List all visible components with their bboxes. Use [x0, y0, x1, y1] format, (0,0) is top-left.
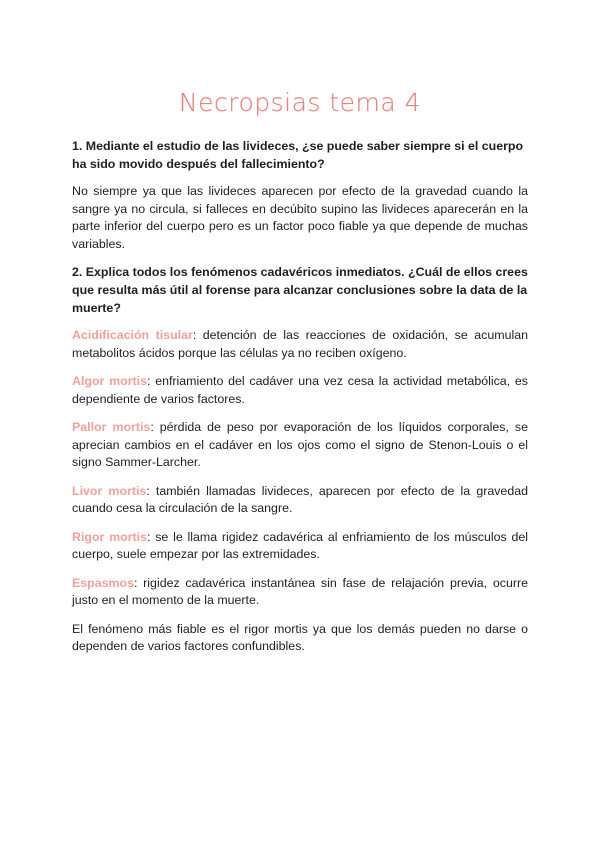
list-item	[72, 529, 528, 564]
term-livor-mortis: Livor mortis	[72, 483, 147, 498]
definition-text: : enfriamiento del cadáver una vez cesa la actividad metabólica, es dependiente de varios factores.	[72, 374, 528, 406]
list-item	[72, 575, 528, 610]
definition-text: : detención de las reacciones de oxidación, se acumulan metabolitos ácidos porque las células ya no reciben oxígeno.	[72, 328, 528, 360]
term-algor-mortis: Algor mortis	[72, 374, 147, 388]
conclusion: El fenómeno más fiable es el rigor mortis ya que los demás pueden no darse o dependen de varios factores confundibles.	[72, 621, 528, 653]
list-item	[72, 483, 528, 518]
list-item	[72, 373, 528, 408]
page-title: Necropsias tema 4	[178, 88, 422, 117]
list-item	[72, 327, 528, 362]
definition-text: : se le llama rigidez cadavérica al enfriamiento de los músculos del cuerpo, suele empezar por las extremidades.	[72, 529, 528, 561]
answer-1: No siempre ya que las livideces aparecen por efecto de la gravedad cuando la sangre ya no circula, si falleces en decúbito supino las livideces aparecerán en la parte inferior del cuerpo pero es un factor poco fiable ya que depende de muchas variables.	[72, 184, 528, 251]
question-2: 2. Explica todos los fenómenos cadavéricos inmediatos. ¿Cuál de ellos crees que resulta más útil al forense para alcanzar conclusiones sobre la data de la muerte?	[72, 265, 528, 315]
definition-text: : también llamadas livideces, aparecen por efecto de la gravedad cuando cesa la circulación de la sangre.	[72, 483, 528, 515]
term-pallor-mortis: Pallor mortis	[72, 420, 151, 434]
list-item	[72, 419, 528, 472]
term-espasmos: Espasmos	[72, 575, 134, 590]
term-rigor-mortis: Rigor mortis	[72, 529, 147, 544]
definition-text: : rigidez cadavérica instantánea sin fase de relajación previa, ocurre justo en el momento de la muerte.	[72, 575, 528, 607]
definition-text: : pérdida de peso por evaporación de los líquidos corporales, se aprecian cambios en el cadáver en los ojos como el signo de Stenon-Louis o el signo Sammer-Larcher.	[72, 420, 528, 469]
document-page	[72, 88, 528, 666]
question-1: 1. Mediante el estudio de las livideces, ¿se puede saber siempre si el cuerpo ha sido movido después del fallecimiento?	[72, 139, 524, 171]
term-acidificacion: Acidificación tisular	[72, 328, 193, 342]
